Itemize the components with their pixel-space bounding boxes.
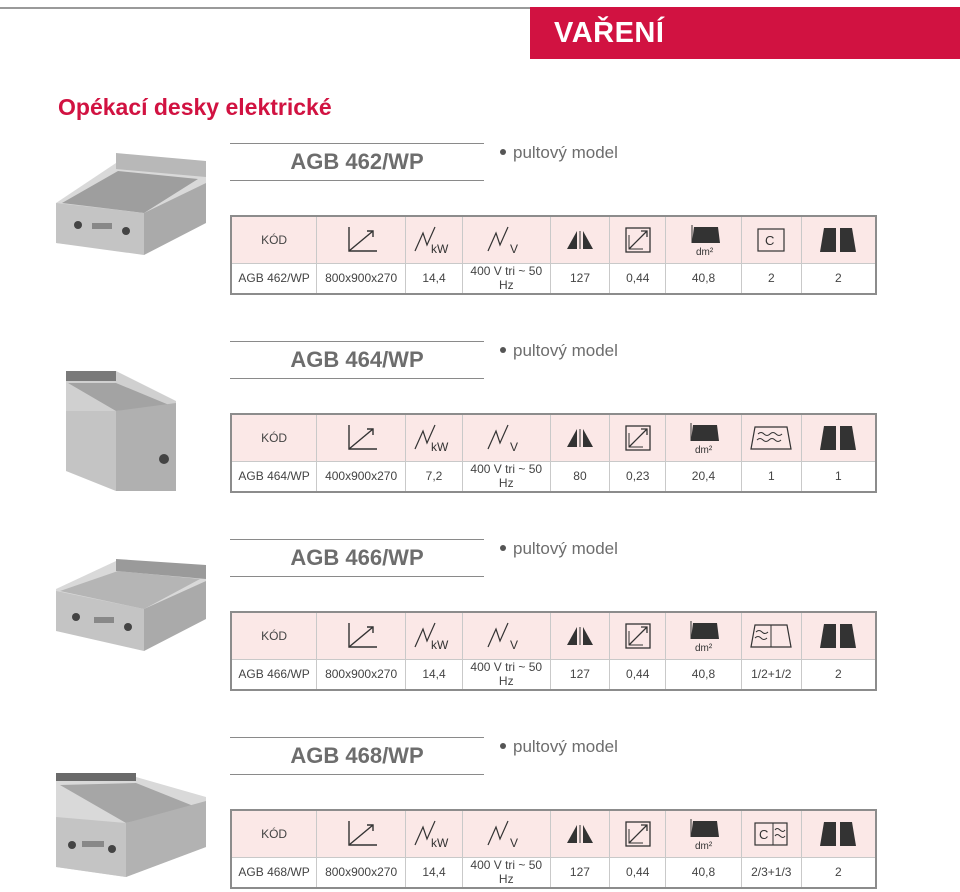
c-label: C <box>759 826 769 842</box>
power-unit: kW <box>430 835 449 849</box>
table-cell: 2 <box>741 263 801 294</box>
surface-size-icon <box>623 225 653 255</box>
surface-size-icon <box>623 819 653 849</box>
table-row <box>231 659 876 690</box>
area-unit: dm² <box>695 642 713 653</box>
table-cell: 2 <box>801 857 876 888</box>
height-icon <box>565 823 595 845</box>
table-cell: 40,8 <box>666 857 742 888</box>
height-icon <box>565 625 595 647</box>
bullet-icon <box>500 149 506 155</box>
model-heading: AGB 464/WP <box>230 341 484 379</box>
table-cell: 127 <box>550 857 610 888</box>
mixed-plate-icon <box>753 821 789 847</box>
table-header-row <box>231 810 876 857</box>
table-cell: 1 <box>741 461 801 492</box>
surface-size-icon <box>623 423 653 453</box>
table-cell: 800x900x270 <box>317 659 406 690</box>
griddle-photo-3 <box>46 539 216 689</box>
table-cell: 14,4 <box>406 857 463 888</box>
product-block-4 <box>0 737 960 892</box>
model-note: pultový model <box>500 341 618 361</box>
ribbed-plate-icon <box>749 425 793 451</box>
plates-count-icon <box>818 622 858 650</box>
cooking-area-icon <box>683 421 723 455</box>
product-block-2 <box>0 341 960 511</box>
table-cell: 7,2 <box>406 461 463 492</box>
area-unit: dm² <box>695 246 713 257</box>
griddle-photo-2 <box>46 341 216 491</box>
table-cell: 0,44 <box>610 659 666 690</box>
dimensions-icon <box>343 423 379 453</box>
code-header: KÓD <box>261 430 288 445</box>
table-header-row <box>231 216 876 263</box>
spec-table <box>230 611 877 691</box>
power-kw-icon <box>413 621 455 651</box>
table-cell: 400x900x270 <box>317 461 406 492</box>
table-cell: 2 <box>801 659 876 690</box>
height-icon <box>565 427 595 449</box>
power-unit: kW <box>430 637 449 651</box>
table-row <box>231 263 876 294</box>
cooking-area-icon <box>683 817 723 851</box>
griddle-photo-1 <box>46 143 216 293</box>
voltage-unit: V <box>510 439 519 453</box>
table-cell: 400 V tri ~ 50 Hz <box>462 857 550 888</box>
voltage-unit: V <box>510 835 519 849</box>
product-block-1 <box>0 143 960 313</box>
bullet-icon <box>500 545 506 551</box>
surface-size-icon <box>623 621 653 651</box>
table-cell: AGB 466/WP <box>231 659 317 690</box>
voltage-icon <box>486 225 526 255</box>
bullet-icon <box>500 743 506 749</box>
table-cell: 14,4 <box>406 659 463 690</box>
model-note: pultový model <box>500 737 618 757</box>
dimensions-icon <box>343 225 379 255</box>
model-heading: AGB 468/WP <box>230 737 484 775</box>
table-cell: 2/3+1/3 <box>741 857 801 888</box>
cooking-area-icon <box>684 223 724 257</box>
model-heading: AGB 466/WP <box>230 539 484 577</box>
model-heading: AGB 462/WP <box>230 143 484 181</box>
dimensions-icon <box>343 621 379 651</box>
bullet-icon <box>500 347 506 353</box>
table-row <box>231 857 876 888</box>
section-title: VAŘENÍ <box>554 17 665 49</box>
table-cell: 800x900x270 <box>317 263 406 294</box>
dimensions-icon <box>343 819 379 849</box>
plates-count-icon <box>818 820 858 848</box>
model-note: pultový model <box>500 143 618 163</box>
half-ribbed-plate-icon <box>749 623 793 649</box>
table-cell: 0,44 <box>610 857 666 888</box>
table-cell: 1/2+1/2 <box>741 659 801 690</box>
power-kw-icon <box>413 423 455 453</box>
model-note: pultový model <box>500 539 618 559</box>
table-cell: 400 V tri ~ 50 Hz <box>462 461 550 492</box>
power-unit: kW <box>430 439 449 453</box>
product-block-3 <box>0 539 960 709</box>
table-cell: AGB 468/WP <box>231 857 317 888</box>
cooking-area-icon <box>683 619 723 653</box>
table-cell: AGB 464/WP <box>231 461 317 492</box>
table-cell: 0,23 <box>610 461 666 492</box>
voltage-icon <box>486 423 526 453</box>
c-label: C <box>765 232 775 248</box>
table-header-row <box>231 414 876 461</box>
area-unit: dm² <box>695 444 713 455</box>
table-cell: 80 <box>550 461 610 492</box>
table-cell: 40,8 <box>666 659 742 690</box>
voltage-unit: V <box>510 637 519 651</box>
height-icon <box>565 229 595 251</box>
smooth-plate-icon <box>756 227 786 253</box>
voltage-icon <box>486 819 526 849</box>
table-cell: 2 <box>801 263 876 294</box>
table-cell: 127 <box>550 263 610 294</box>
table-cell: 400 V tri ~ 50 Hz <box>462 263 550 294</box>
section-banner <box>530 7 960 59</box>
spec-table <box>230 809 877 889</box>
table-cell: 800x900x270 <box>317 857 406 888</box>
page-title: Opékací desky elektrické <box>58 94 332 120</box>
code-header: KÓD <box>261 628 288 643</box>
area-unit: dm² <box>695 840 713 851</box>
power-kw-icon <box>413 225 455 255</box>
table-cell: 400 V tri ~ 50 Hz <box>462 659 550 690</box>
table-row <box>231 461 876 492</box>
code-header: KÓD <box>261 826 288 841</box>
table-cell: 20,4 <box>666 461 742 492</box>
table-cell: 14,4 <box>406 263 463 294</box>
spec-table <box>230 413 877 493</box>
spec-table <box>230 215 877 295</box>
code-header: KÓD <box>261 232 288 247</box>
griddle-photo-4 <box>46 737 216 887</box>
plates-count-icon <box>818 226 858 254</box>
plates-count-icon <box>818 424 858 452</box>
table-cell: 127 <box>550 659 610 690</box>
voltage-icon <box>486 621 526 651</box>
table-header-row <box>231 612 876 659</box>
table-cell: 0,44 <box>610 263 666 294</box>
table-cell: 1 <box>801 461 876 492</box>
power-kw-icon <box>413 819 455 849</box>
header-rule <box>0 7 530 9</box>
voltage-unit: V <box>510 241 519 255</box>
table-cell: AGB 462/WP <box>231 263 317 294</box>
power-unit: kW <box>431 241 449 255</box>
table-cell: 40,8 <box>666 263 742 294</box>
